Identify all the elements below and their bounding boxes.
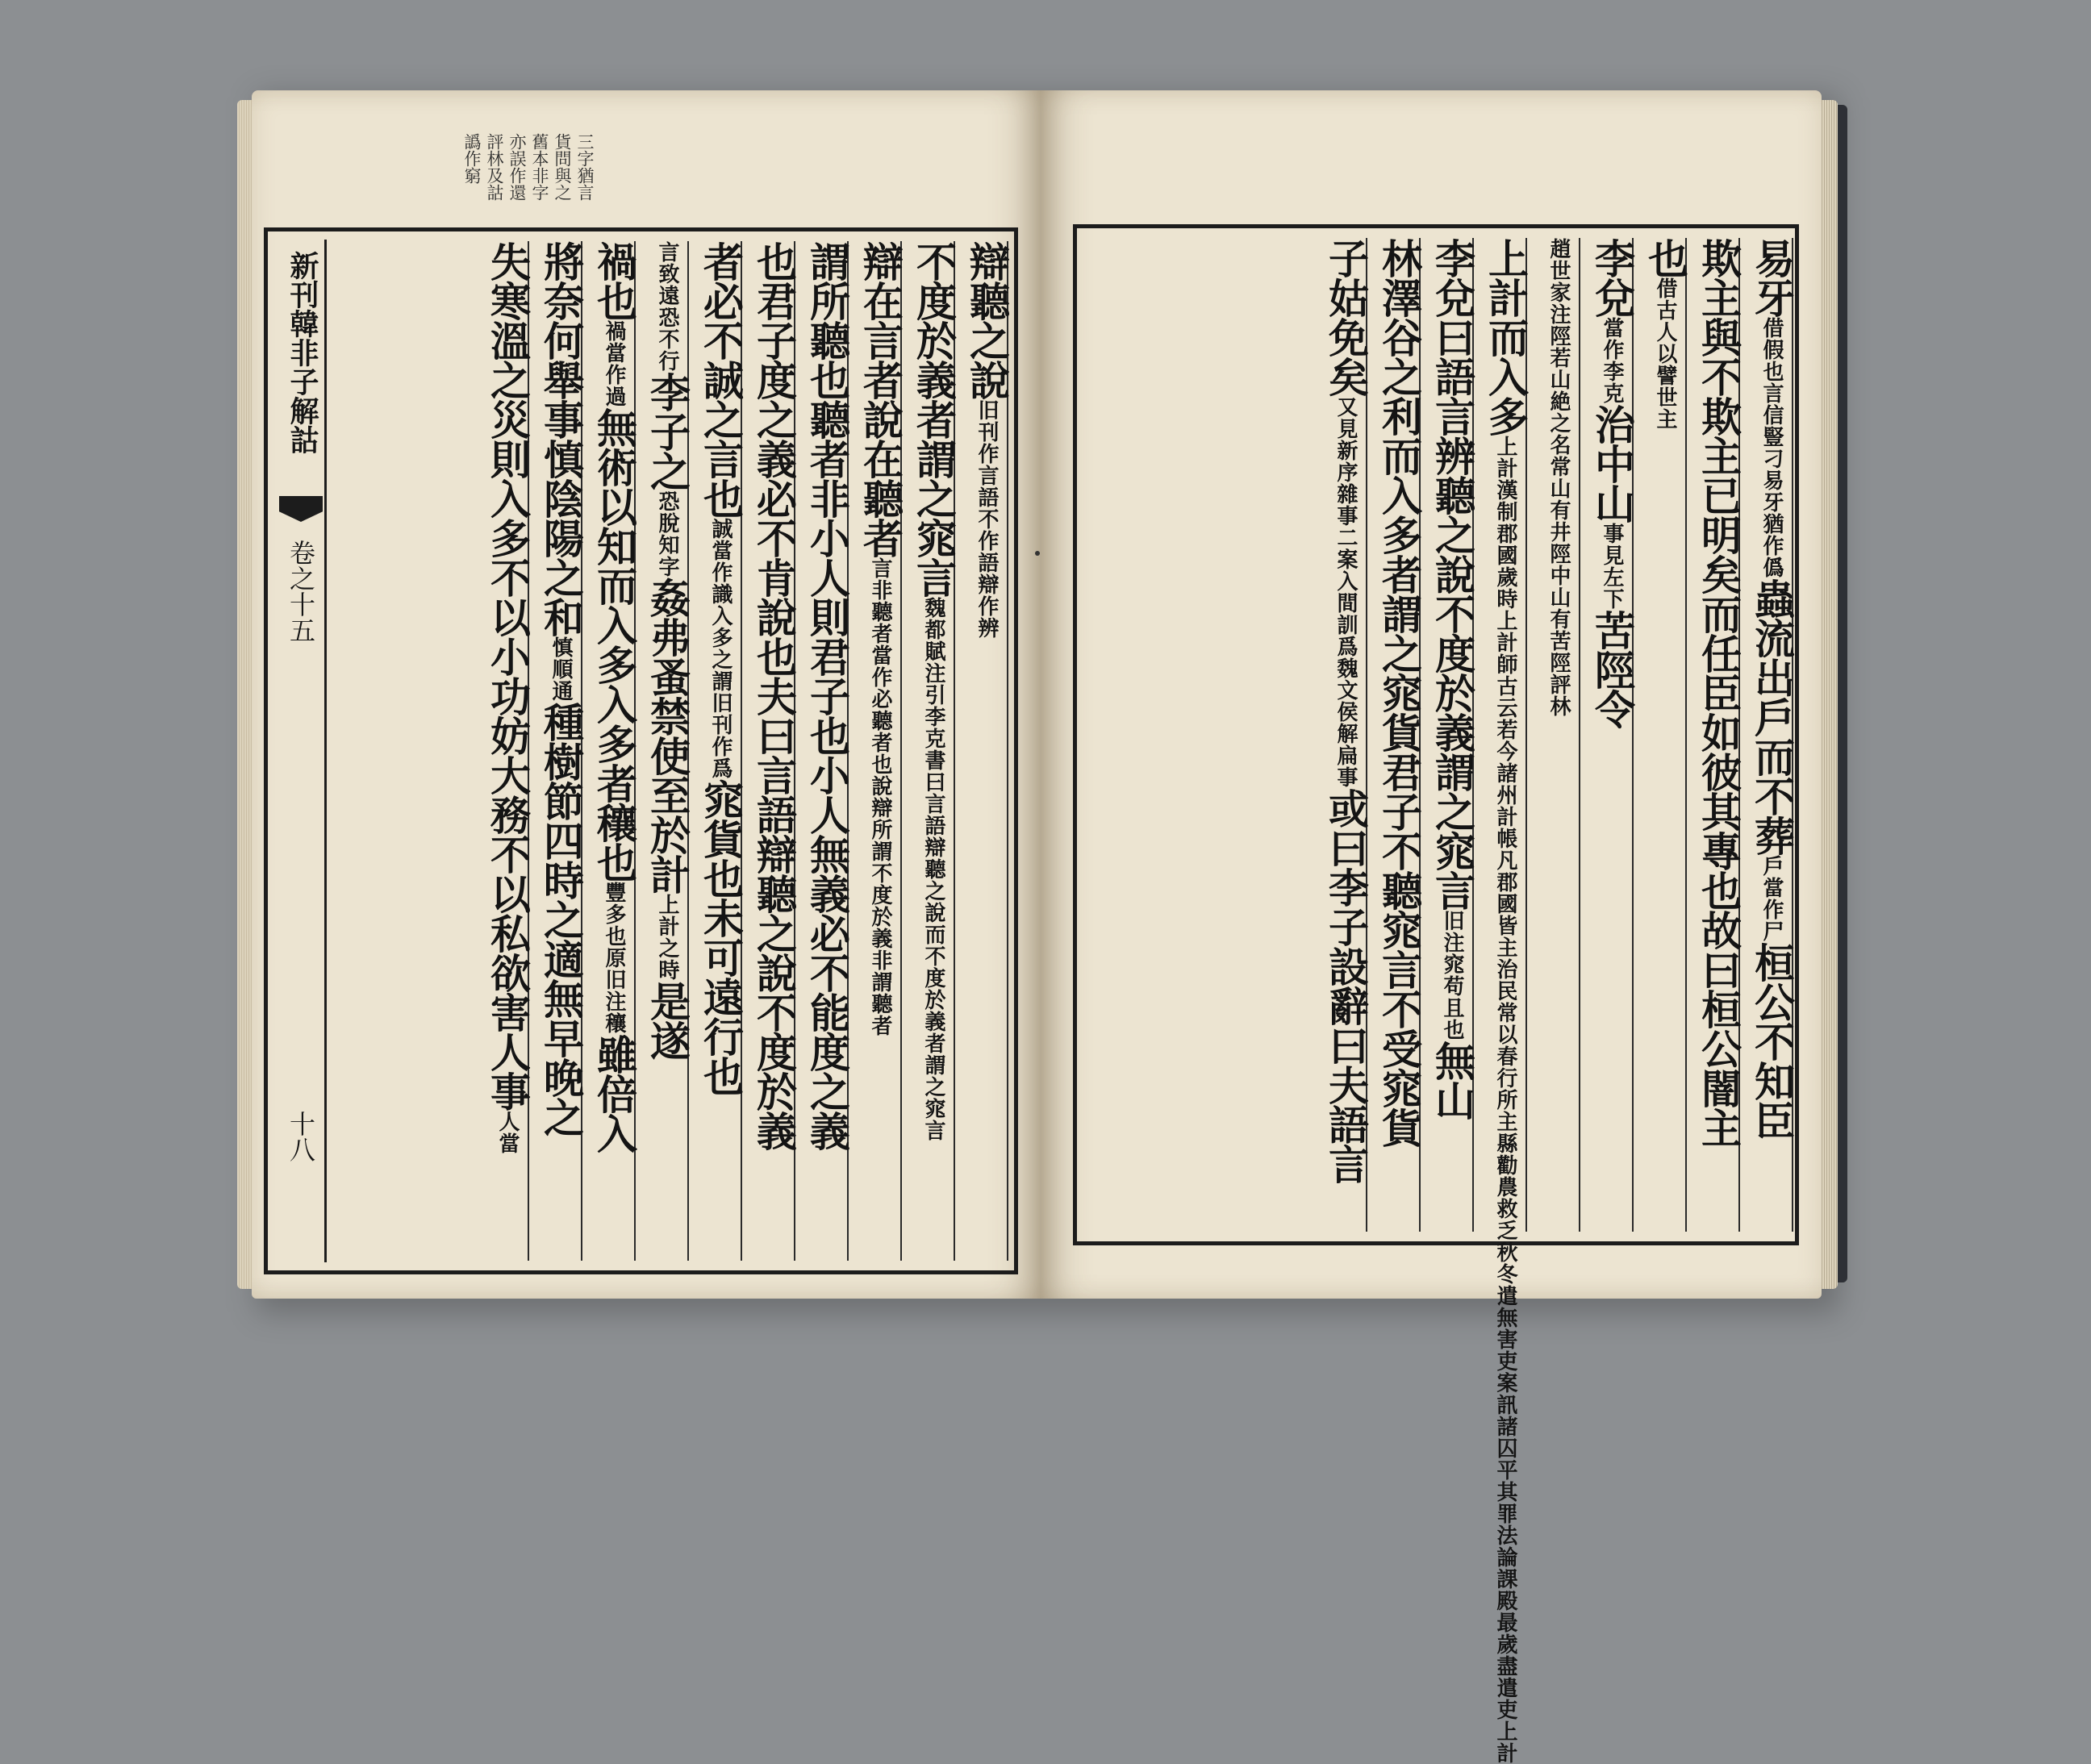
text-column: 李兌曰語言辨聽之說不度於義謂之窕言旧注窕苟且也無山 — [1419, 238, 1474, 1232]
text-column: 禍也禍當作過無術以知而入多入多者穰也豐多也原旧注穰雖倍入 — [581, 241, 636, 1261]
text-column: 子姑免矣又見新序雜事二案入間訓爲魏文侯解扁事或曰李子設辭曰夫語言 — [1313, 238, 1367, 1232]
book-title: 新刊韓非子解詁 — [286, 251, 319, 454]
running-header — [274, 240, 327, 1262]
right-page-edges — [1820, 100, 1838, 1289]
text-column: 辯在言者說在聽者言非聽者當作必聽者也說辯所謂不度於義非謂聽者 — [847, 241, 902, 1261]
text-column: 李兌當作李克治中山事見左下苦陘令 — [1579, 238, 1634, 1232]
text-column: 欺主與不欺主已明矣而任臣如彼其專也故曰桓公闇主 — [1685, 238, 1740, 1232]
marginal-line: 評林及詁 — [485, 133, 504, 201]
text-column: 也借古人以譬世主 — [1632, 238, 1687, 1232]
text-column: 也君子度之義必不肯說也夫曰言語辯聽之說不度於義 — [741, 241, 795, 1261]
fish-tail-mark — [279, 496, 323, 522]
text-column: 將奈何舉事慎陰陽之和慎順通種樹節四時之適無早晚之 — [528, 241, 582, 1261]
marginal-line: 貨問與之 — [553, 133, 572, 201]
text-column: 失寒溫之災則入多不以小功妨大務不以私欲害人事人當 — [474, 241, 529, 1261]
marginal-annotation — [345, 133, 595, 230]
text-column: 辯聽之說旧刊作言語不作語辯作辨 — [954, 241, 1008, 1261]
text-column: 者必不誠之言也誠當作識入多之謂旧刊作爲窕貨也未可遠行也 — [687, 241, 742, 1261]
right-text-frame — [1073, 224, 1799, 1764]
text-column: 不度於義者謂之窕言魏都賦注引李克書曰言語辯聽之說而不度於義者謂之窕言 — [900, 241, 955, 1261]
gutter-dot — [1035, 551, 1040, 556]
text-column: 言致遠恐不行李子之恐脫知字姦弗蚤禁使至於計上計之時是遂 — [634, 241, 689, 1261]
volume-label: 卷之十五 — [286, 540, 316, 643]
left-text-frame — [264, 227, 1018, 1274]
text-column: 林澤谷之利而入多者謂之窕貨君子不聽窕言不受窕貨 — [1366, 238, 1421, 1232]
marginal-line: 舊本非字 — [530, 133, 549, 201]
marginal-line: 亦誤作還 — [507, 133, 527, 201]
text-column: 趙世家注陘若山絶之名常山有井陘中山有苦陘評林 — [1525, 238, 1580, 1232]
folio-number: 十八 — [286, 1111, 316, 1162]
marginal-line: 譌作窮 — [462, 133, 482, 184]
text-column: 易牙借假也言信豎刁易牙猶作僞蟲流出戶而不葬戶當作尸桓公不知臣 — [1738, 238, 1793, 1232]
marginal-line: 三字猶言 — [575, 133, 595, 201]
text-column: 謂所聽也聽者非小人則君子也小人無義必不能度之義 — [794, 241, 849, 1261]
text-column: 上計而入多上計漢制郡國歲時上計師古云若今諸州計帳凡郡國皆主治民常以春行所主縣勸農救乏秋冬遣無害吏案訊諸囚平其罪法論課殿最歲盡遣吏上計 — [1472, 238, 1527, 1232]
